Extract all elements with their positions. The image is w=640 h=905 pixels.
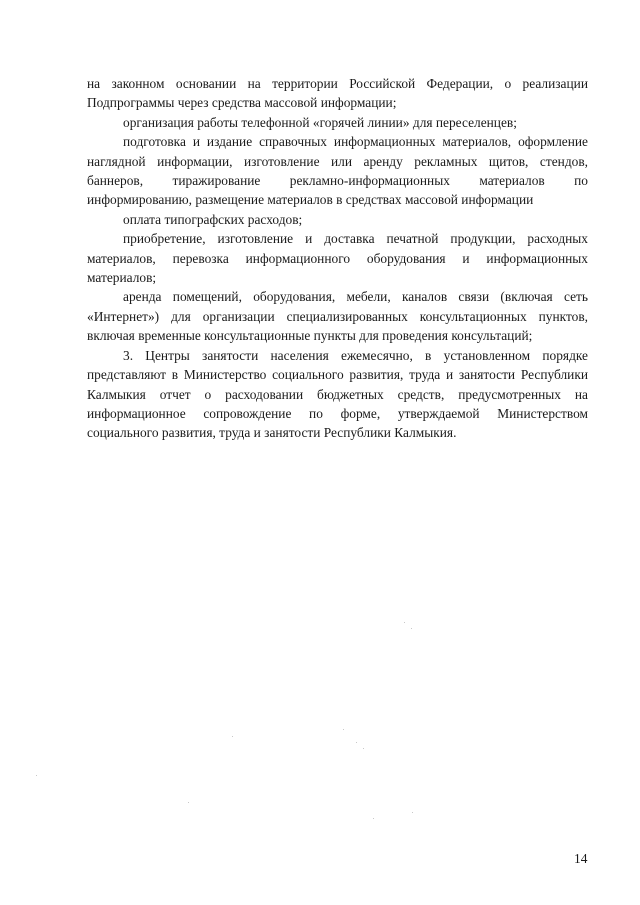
- paragraph-printed-products: приобретение, изготовление и доставка печатной продукции, расходных материалов, перевозка информационного оборудования и информационных материалов;: [87, 231, 588, 286]
- scan-speck: [411, 628, 412, 629]
- paragraph-employment-centers: 3. Центры занятости населения ежемесячно, в установленном порядке представляют в Министерство социального развития, труда и занятости Республики Калмыкия отчет о расходовании бюджетных средств, предусмотренных на информационное сопровождение по форме, утверждаемой Министерством социального развития, труда и занятости Республики Калмыкия.: [87, 347, 588, 441]
- scan-speck: [343, 729, 344, 730]
- paragraph-rental: аренда помещений, оборудования, мебели, каналов связи (включая сеть «Интернет») для организации специализированных консультационных пунктов, включая временные консультационные пункты для проведения консультаций;: [87, 289, 588, 344]
- paragraph-continuation: на законном основании на территории Российской Федерации, о реализации Подпрограммы через средства массовой информации;: [87, 76, 588, 111]
- scan-speck: [232, 736, 233, 737]
- scan-speck: [36, 775, 37, 776]
- paragraph-hotline: организация работы телефонной «горячей линии» для переселенцев;: [123, 114, 517, 130]
- scan-speck: [412, 812, 413, 813]
- body-text: [87, 74, 588, 443]
- paragraph-reference-materials: подготовка и издание справочных информационных материалов, оформление наглядной информации, изготовление или аренду рекламных щитов, стендов, баннеров, тиражирование рекламно-информационных материалов по информированию, размещение материалов в средствах массовой информации: [87, 134, 588, 208]
- scan-speck: [356, 742, 357, 743]
- paragraph-printing-costs: оплата типографских расходов;: [123, 211, 303, 227]
- page-number: 14: [574, 851, 588, 866]
- scan-speck: [373, 818, 374, 819]
- scan-speck: [404, 622, 405, 623]
- scan-speck: [363, 748, 364, 749]
- scan-speck: [188, 802, 189, 803]
